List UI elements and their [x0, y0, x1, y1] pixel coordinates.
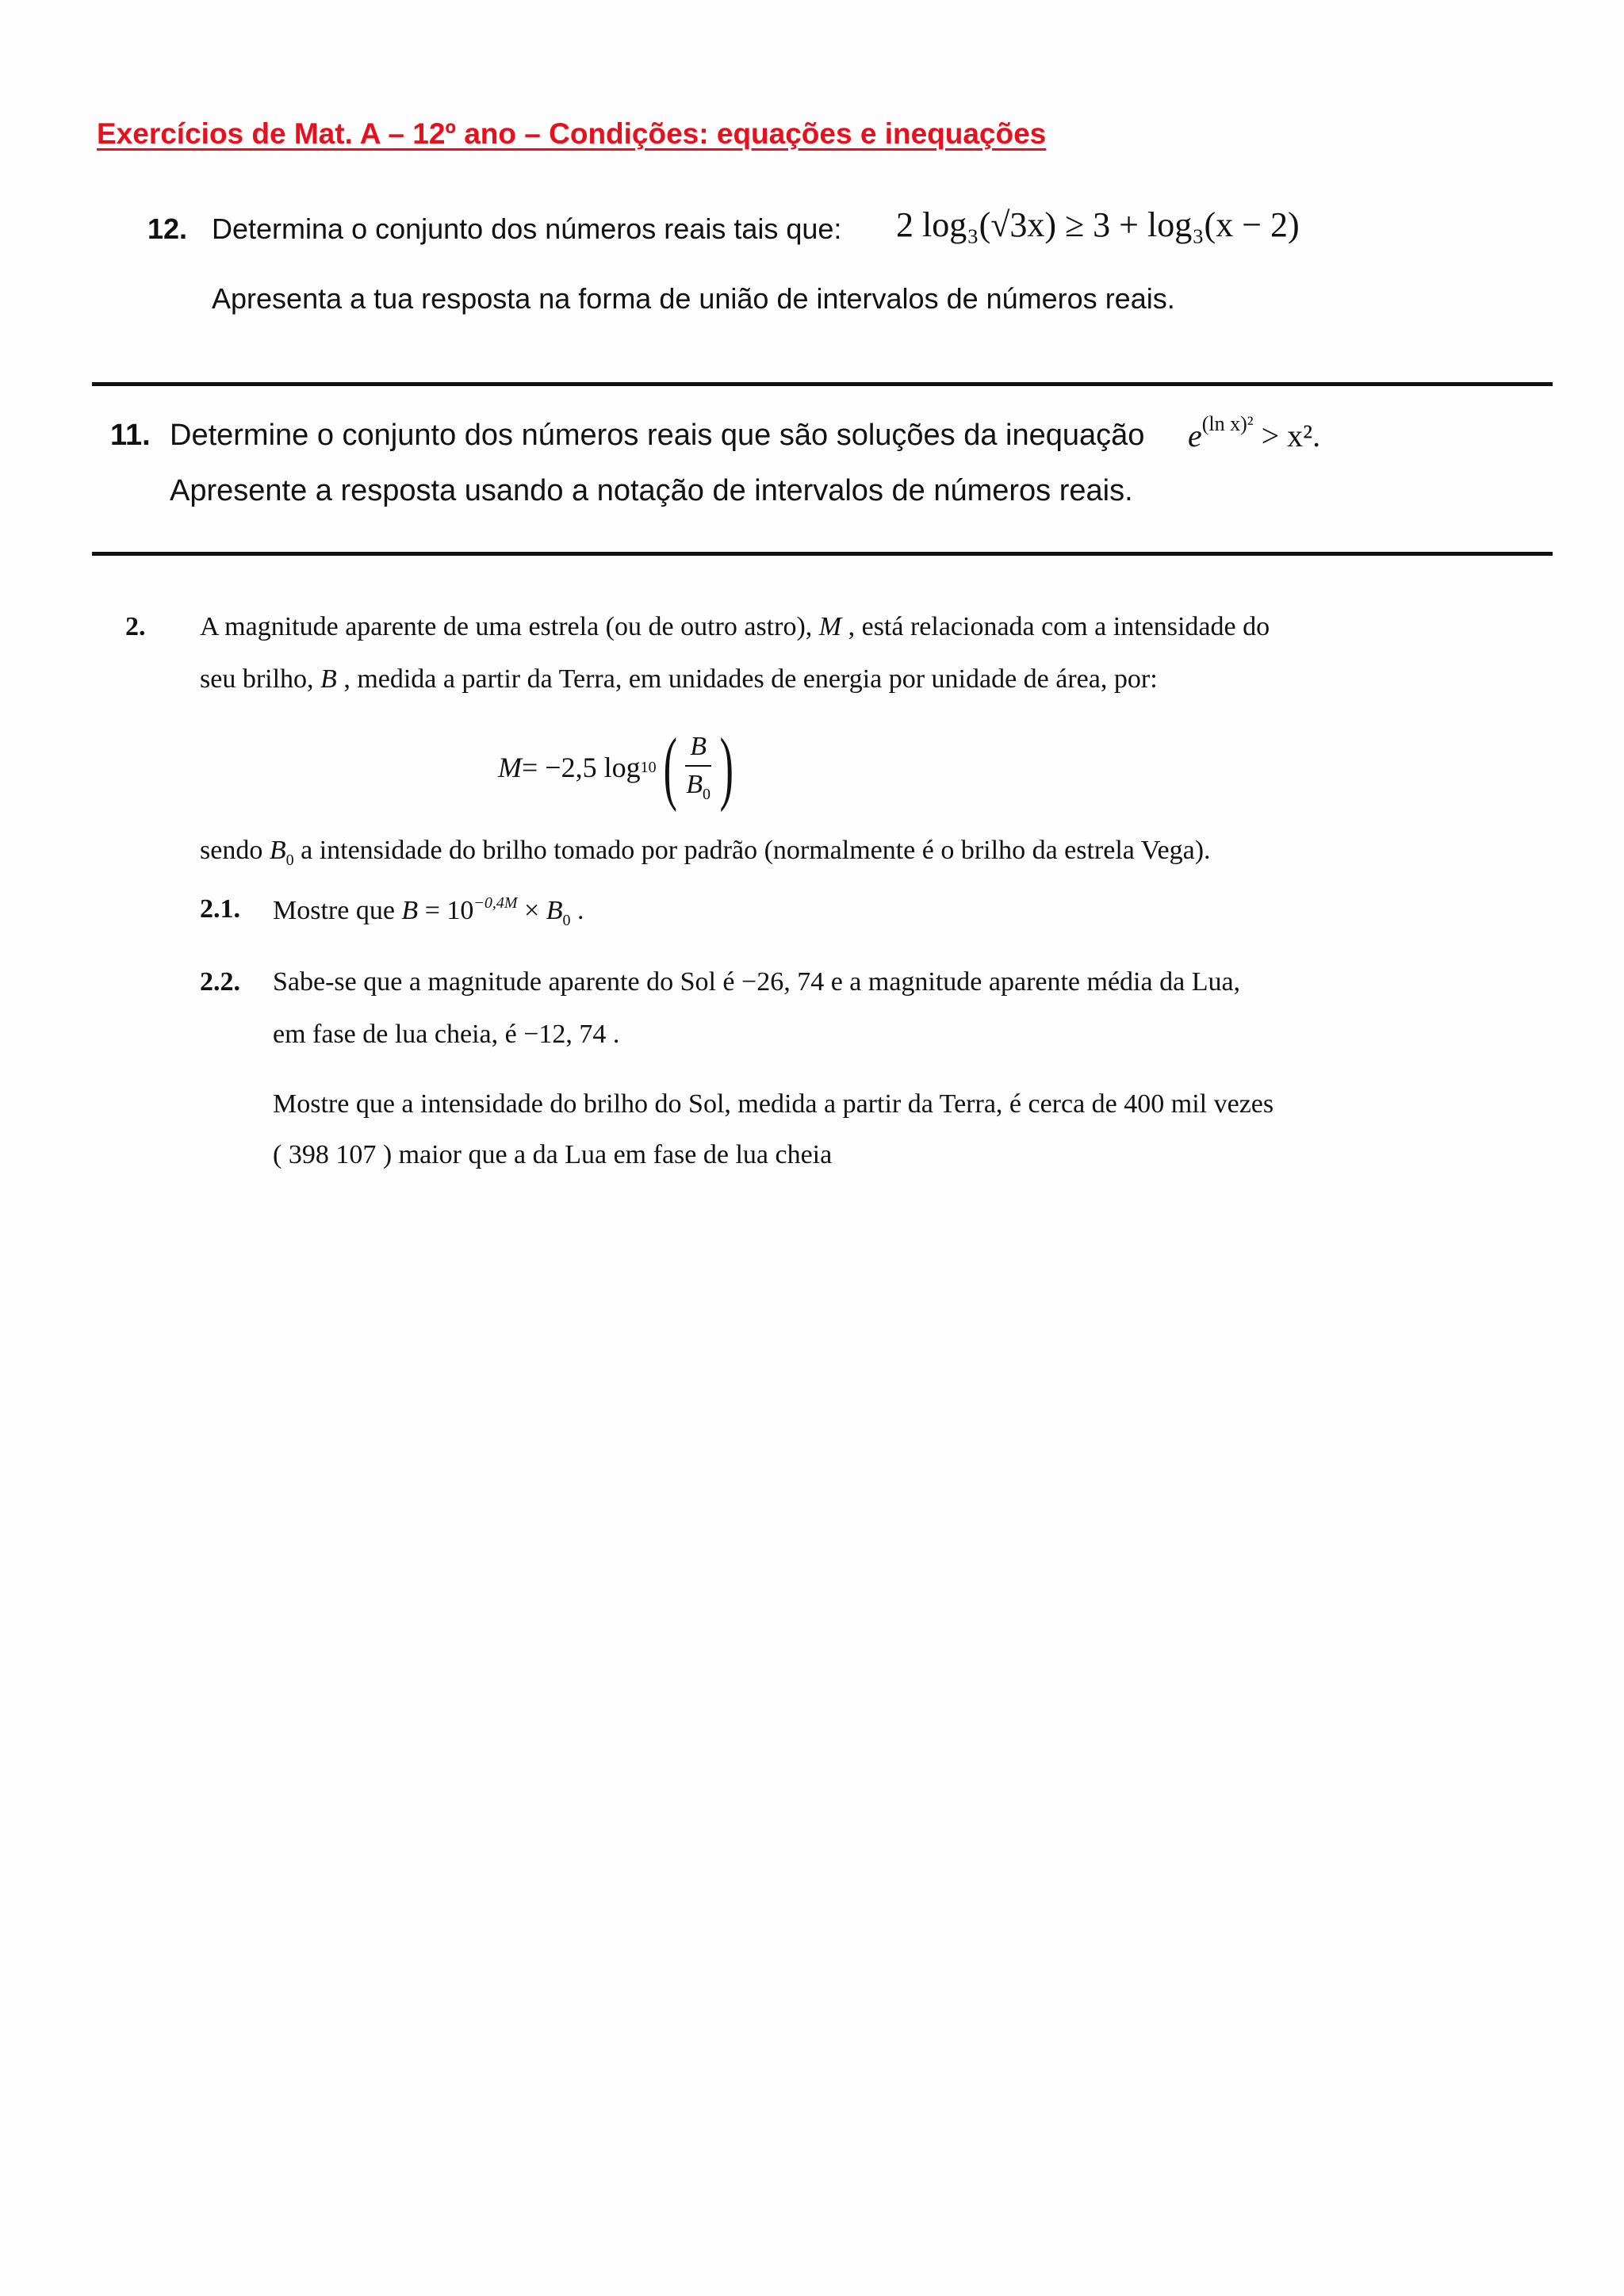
question-11-text: Determine o conjunto dos números reais que são soluções da inequação [170, 419, 1145, 452]
magnitude-formula [498, 721, 741, 813]
formula-log-base: 10 [640, 758, 657, 776]
question-2-2-number: 2.2. [200, 967, 240, 997]
question-12-instruction: Apresenta a tua resposta na forma de união de intervalos de números reais. [212, 282, 1175, 315]
statement-text: seu brilho, [200, 664, 314, 694]
question-2-statement-line2 [200, 664, 1158, 695]
question-11-inequation [1188, 412, 1320, 454]
divider [92, 382, 1553, 386]
question-2-2-line1: Sabe-se que a magnitude aparente do Sol é −26, 74 e a magnitude aparente média da Lua, [273, 967, 1241, 997]
question-12-expression: 2 log₃(√3x) ≥ 3 + log₃(x − 2) [896, 205, 1300, 244]
question-11-rhs: > x². [1253, 418, 1321, 453]
fraction-numerator: B [685, 732, 711, 767]
question-11-exponent: (ln x)² [1201, 412, 1254, 435]
question-2-2-line4: ( 398 107 ) maior que a da Lua em fase de lua cheia [273, 1140, 833, 1169]
question-2-number: 2. [125, 612, 146, 641]
statement-text: , medida a partir da Terra, em unidades de energia por unidade de área, por: [343, 664, 1158, 694]
fraction-denominator: $B_0$ [686, 769, 711, 803]
question-12-text: Determina o conjunto dos números reais tais que: [212, 212, 842, 245]
page-title: Exercícios de Mat. A – 12º ano – Condições: equações e inequações [97, 117, 1047, 150]
question-12-number: 12. [147, 212, 188, 245]
formula-lhs: M [498, 752, 522, 783]
right-paren: ) [719, 721, 734, 813]
question-2-1-text: Mostre que $B = 10^{-0,4M} \times B_0$ . [273, 894, 584, 929]
question-11-number: 11. [110, 419, 151, 452]
symbol-B: B [320, 664, 337, 694]
formula-fraction [685, 732, 711, 804]
symbol-M: M [818, 612, 842, 641]
statement-text: A magnitude aparente de uma estrela (ou de outro astro), [200, 612, 813, 641]
question-2-1-number: 2.1. [200, 894, 240, 924]
formula-eq: = −2,5 log [522, 752, 641, 783]
question-2-2-line2: em fase de lua cheia, é −12, 74 . [273, 1020, 620, 1049]
question-2-statement-line1 [200, 612, 1270, 642]
left-paren: ( [663, 721, 677, 813]
question-2-2-line3: Mostre que a intensidade do brilho do Sol, medida a partir da Terra, é cerca de 400 mil vezes [273, 1089, 1274, 1119]
question-11-instruction: Apresente a resposta usando a notação de intervalos de números reais. [170, 474, 1133, 507]
question-2-definition: sendo $B_0$ a intensidade do brilho tomado por padrão (normalmente é o brilho da estrela Vega). [200, 836, 1211, 869]
divider [92, 552, 1553, 556]
statement-text: , está relacionada com a intensidade do [848, 612, 1270, 641]
question-11-base: e [1188, 418, 1202, 453]
